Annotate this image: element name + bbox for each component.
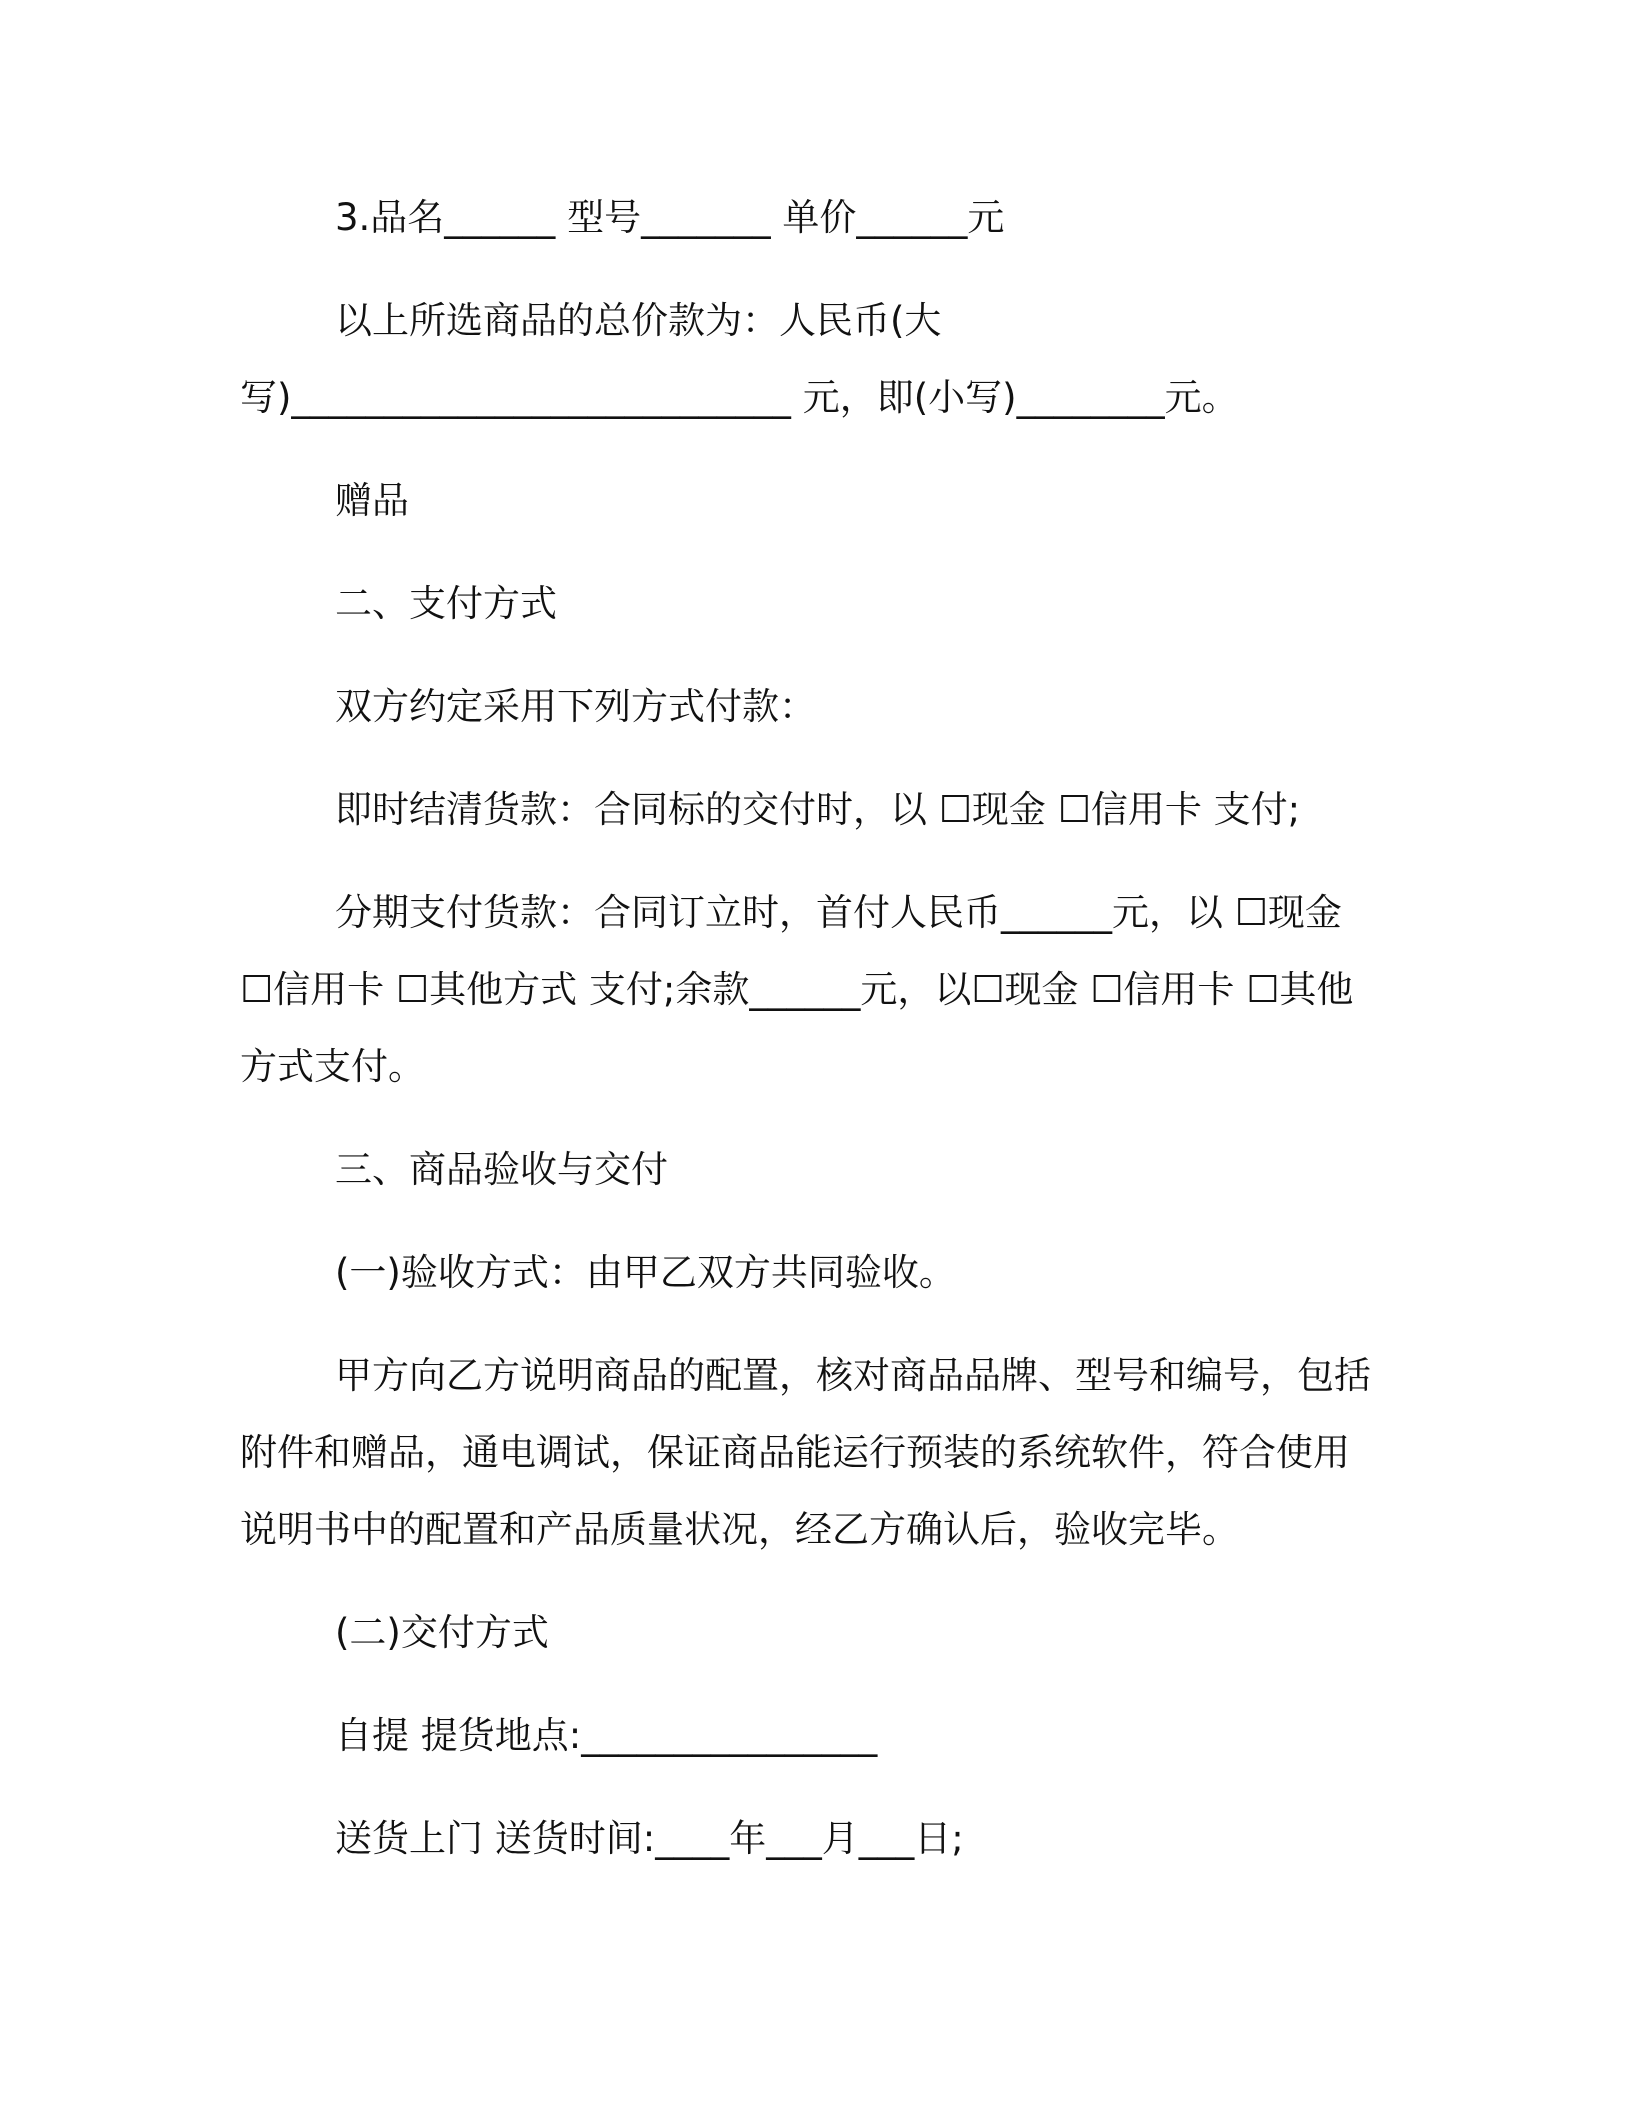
item-3-line: 3.品名______ 型号_______ 单价______元 (335, 196, 1005, 239)
installment-payment-line-3: 方式支付。 (240, 1045, 425, 1088)
home-delivery-line: 送货上门 送货时间:____年___月___日; (335, 1817, 964, 1860)
acceptance-paragraph-line-2: 附件和赠品，通电调试，保证商品能运行预装的系统软件，符合使用 (240, 1431, 1350, 1474)
immediate-payment-line: 即时结清货款：合同标的交付时，以 ☐现金 ☐信用卡 支付; (335, 788, 1301, 831)
delivery-method-heading: (二)交付方式 (335, 1611, 549, 1654)
installment-payment-line: 分期支付货款：合同订立时，首付人民币______元，以 ☐现金 (335, 891, 1342, 934)
section-acceptance-heading: 三、商品验收与交付 (335, 1148, 668, 1191)
section-payment-heading: 二、支付方式 (335, 582, 557, 625)
total-price-line: 以上所选商品的总价款为：人民币(大 (335, 299, 942, 342)
acceptance-paragraph-line-1: 甲方向乙方说明商品的配置，核对商品品牌、型号和编号，包括 (335, 1354, 1371, 1397)
payment-intro-line: 双方约定采用下列方式付款： (335, 685, 816, 728)
gift-line: 赠品 (335, 479, 409, 522)
acceptance-method-line: (一)验收方式：由甲乙双方共同验收。 (335, 1251, 956, 1294)
self-pickup-line: 自提 提货地点:________________ (335, 1714, 878, 1757)
acceptance-paragraph-line-3: 说明书中的配置和产品质量状况，经乙方确认后，验收完毕。 (240, 1508, 1239, 1551)
total-price-amount-line: 写)___________________________ 元，即(小写)________元。 (240, 376, 1239, 419)
installment-payment-line-2: ☐信用卡 ☐其他方式 支付;余款______元，以☐现金 ☐信用卡 ☐其他 (240, 968, 1354, 1011)
